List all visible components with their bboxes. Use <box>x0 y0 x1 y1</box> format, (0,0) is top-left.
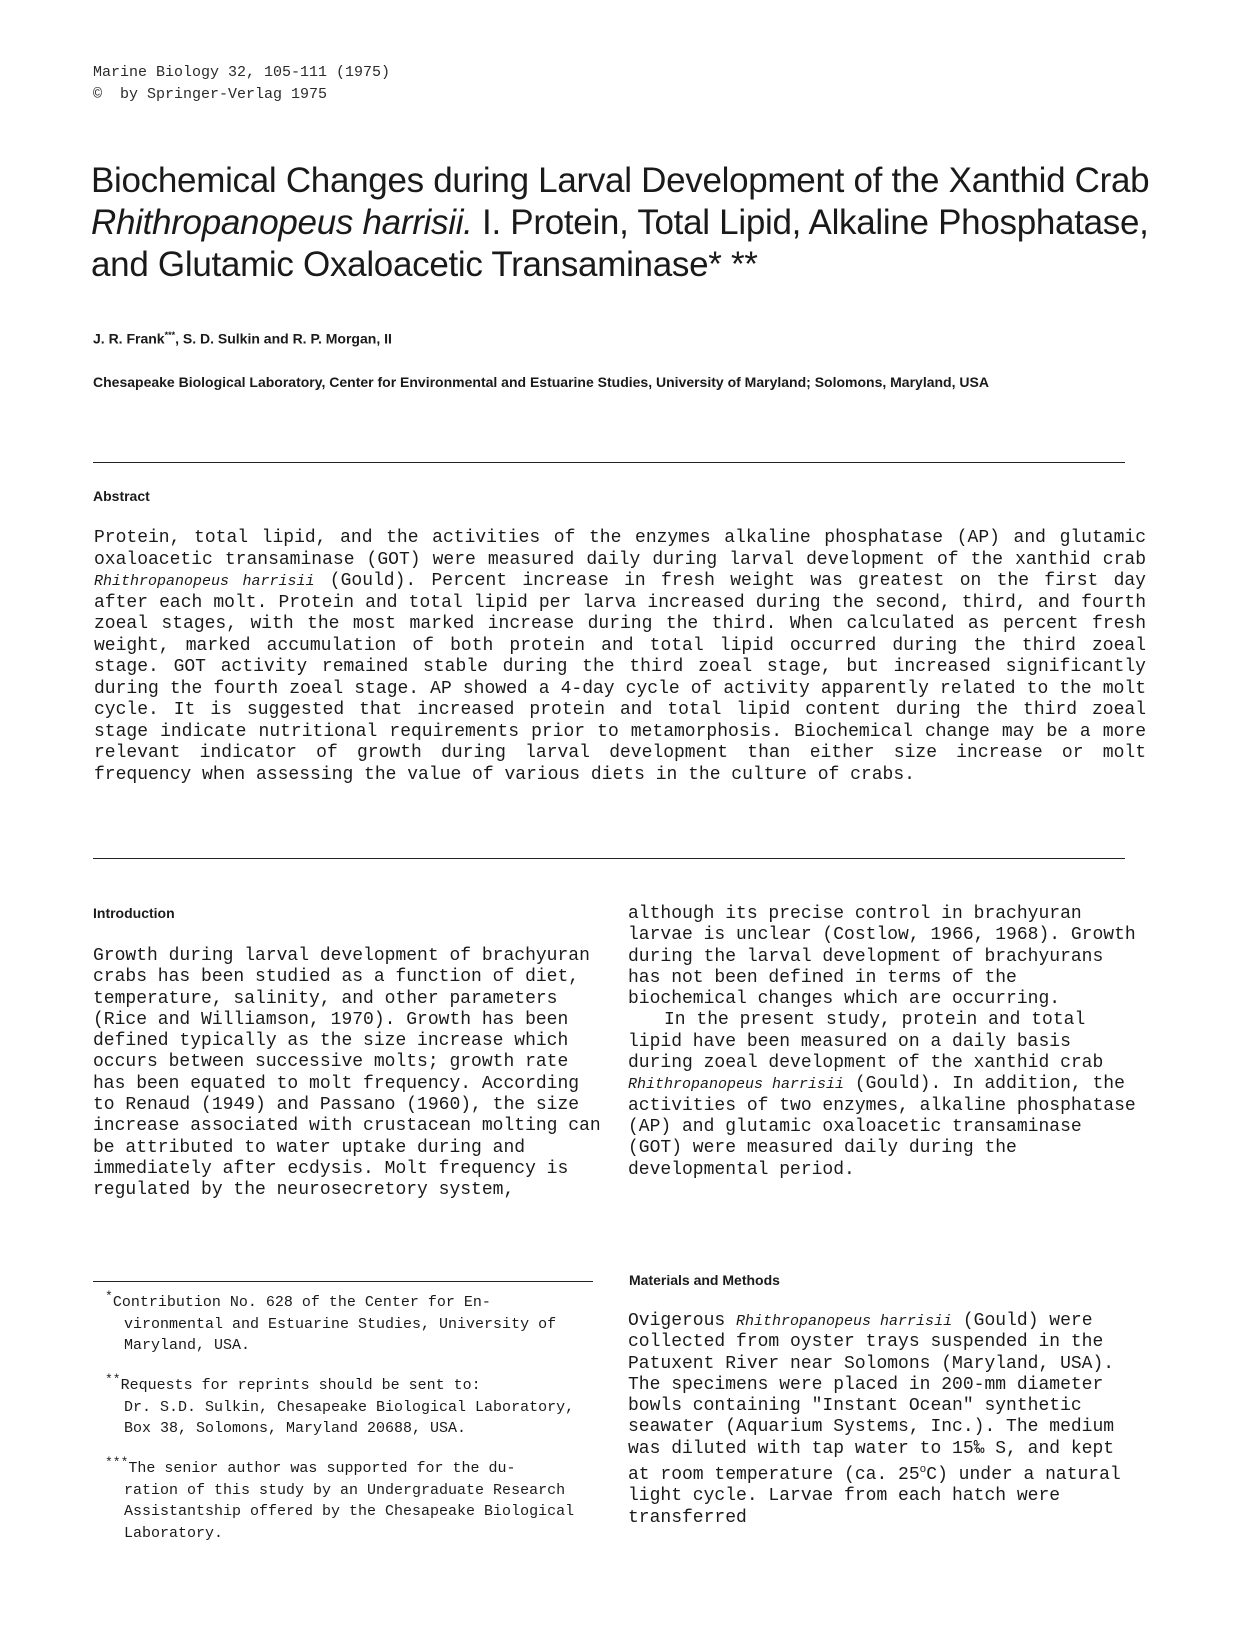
footnote-1 <box>105 1286 605 1357</box>
introduction-continued-para: although its precise control in brachyuran larvae is unclear (Costlow, 1966, 1968). Growth during the larval development of brachyurans has not been defined in terms of the biochemical changes which are occurring. <box>628 904 1136 1010</box>
abstract-body <box>94 528 1146 786</box>
methods-species: Rhithropanopeus harrisii <box>736 1313 953 1330</box>
footnote-1-rest: vironmental and Estuarine Studies, University of Maryland, USA. <box>124 1315 557 1354</box>
article-title <box>91 160 1181 286</box>
abstract-top-rule <box>93 462 1125 463</box>
affiliation: Chesapeake Biological Laboratory, Center for Environmental and Estuarine Studies, University of Maryland; Solomons, Maryland, USA <box>93 374 989 390</box>
introduction-continued <box>628 904 1138 1181</box>
intro-para2-start: In the present study, protein and total lipid have been measured on a daily basis during zoeal development of the xanthid crab <box>628 1010 1104 1074</box>
introduction-heading: Introduction <box>93 905 175 921</box>
journal-header <box>93 62 390 106</box>
author-others: , S. D. Sulkin and R. P. Morgan, II <box>175 330 392 347</box>
copyright-notice: © by Springer-Verlag 1975 <box>93 86 328 103</box>
degree-mark: o <box>919 1464 927 1477</box>
footnote-2-mark: ** <box>105 1372 121 1387</box>
methods-body <box>628 1311 1140 1529</box>
abstract-text-end: (Gould). Percent increase in fresh weight was greatest on the first day after each molt. Protein and total lipid per larva increased during the second, third, and fourth zoeal stages, with the most marked increase during the third. When calculated as percent fresh weight, marked accumulation of both protein and total lipid occurred during the third zoeal stage. GOT activity remained stable during the third zoeal stage, but increased significantly during the fourth zoeal stage. AP showed a 4-day cycle of activity apparently related to the molt cycle. It is suggested that increased protein and total lipid content during the third zoeal stage indicate nutritional requirements prior to metamorphosis. Biochemical change may be a more relevant indicator of growth during larval development than either size increase or molt frequency when assessing the value of various diets in the culture of crabs. <box>94 571 1146 785</box>
footnote-3-rest: ration of this study by an Undergraduate Research Assistantship offered by the Chesapeake Biological Laboratory. <box>124 1481 575 1542</box>
methods-text-start: Ovigerous <box>628 1311 737 1331</box>
methods-text-end: C) under a natural light cycle. Larvae from each hatch were transferred <box>628 1465 1121 1528</box>
title-part-2: I. Protein, Total Lipid, Alkaline Phosphatase, and Glutamic Oxaloacetic Transaminase* ** <box>91 203 1149 284</box>
footnote-3 <box>105 1452 605 1544</box>
footnote-1-mark: * <box>105 1289 113 1304</box>
footnote-1-line1: Contribution No. 628 of the Center for En- <box>112 1294 491 1311</box>
introduction-body: Growth during larval development of brachyuran crabs has been studied as a function of diet, temperature, salinity, and other parameters (Rice and Williamson, 1970). Growth has been defined typically as the size increase which occurs between successive molts; growth rate has been equated to molt frequency. According to Renaud (1949) and Passano (1960), the size increase associated with crustacean molting can be attributed to water uptake during and immediately after ecdysis. Molt frequency is regulated by the neurosecretory system, <box>93 946 601 1201</box>
footnote-rule <box>93 1281 593 1282</box>
title-part-1: Biochemical Changes during Larval Development of the Xanthid Crab <box>91 161 1150 200</box>
intro-para2-end: (Gould). In addition, the activities of two enzymes, alkaline phosphatase (AP) and glutamic oxaloacetic transaminase (GOT) were measured daily during the developmental period. <box>628 1074 1136 1180</box>
author-list <box>93 330 392 347</box>
footnote-3-mark: *** <box>105 1455 129 1470</box>
methods-heading: Materials and Methods <box>629 1272 780 1288</box>
methods-text-mid: (Gould) were collected from oyster trays suspended in the Patuxent River near Solomons (Maryland, USA). The specimens were placed in 200-mm diameter bowls containing "Instant Ocean" synthetic seawater (Aquarium Systems, Inc.). The medium was diluted with tap water to 15‰ S, and kept at room temperature (ca. 25 <box>628 1311 1115 1486</box>
abstract-text-start: Protein, total lipid, and the activities of the enzymes alkaline phosphatase (AP) and glutamic oxaloacetic transaminase (GOT) were measured daily during larval development of the xanthid crab <box>94 528 1146 570</box>
footnote-2-line1: Requests for reprints should be sent to: <box>120 1377 481 1394</box>
footnote-3-line1: The senior author was supported for the du- <box>128 1460 516 1477</box>
footnote-2 <box>105 1369 605 1440</box>
title-species: Rhithropanopeus harrisii. <box>91 203 473 242</box>
abstract-bottom-rule <box>93 858 1125 859</box>
footnote-2-rest: Dr. S.D. Sulkin, Chesapeake Biological Laboratory, Box 38, Solomons, Maryland 20688, USA. <box>124 1398 575 1437</box>
author-footnote-mark: *** <box>164 330 176 340</box>
abstract-heading: Abstract <box>93 488 150 504</box>
introduction-para-2 <box>628 1010 1138 1180</box>
intro-para2-species: Rhithropanopeus harrisii <box>628 1076 845 1094</box>
author-first: J. R. Frank <box>93 330 165 347</box>
journal-citation: Marine Biology 32, 105-111 (1975) <box>93 64 391 81</box>
abstract-species: Rhithropanopeus harrisii <box>94 573 315 590</box>
